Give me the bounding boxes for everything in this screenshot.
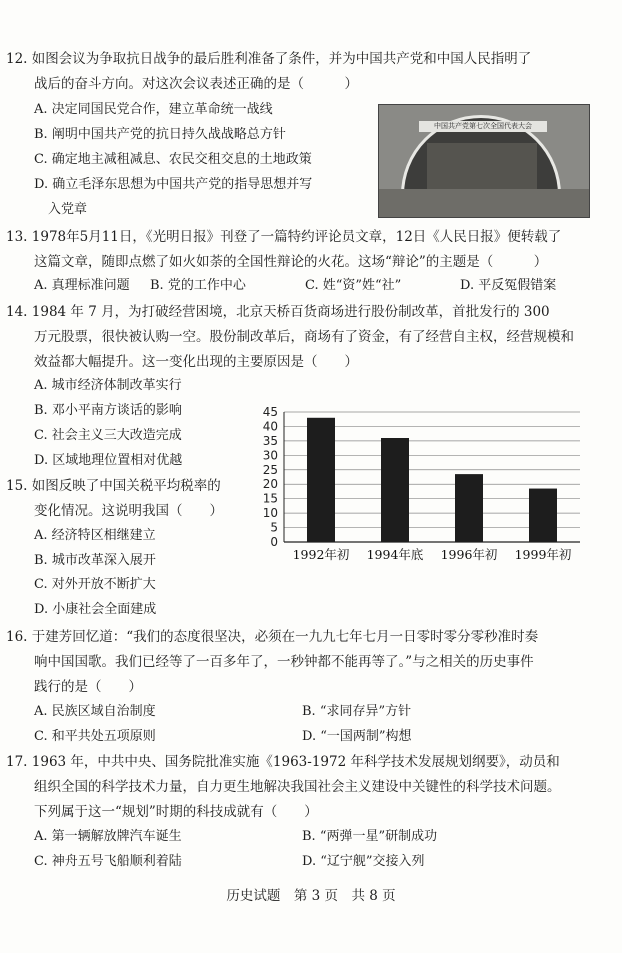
q14-option-d: D. 区域地理位置相对优越 — [34, 453, 183, 468]
q12-option-b: B. 阐明中国共产党的抗日持久战战略总方针 — [34, 127, 286, 142]
q12-option-a: A. 决定同国民党合作，建立革命统一战线 — [34, 102, 273, 117]
q17-option-b: B. “两弹一星”研制成功 — [302, 829, 438, 844]
q17-option-d: D. “辽宁舰”交接入列 — [302, 854, 425, 869]
q12-stem-line1: 12. 如图会议为争取抗日战争的最后胜利准备了条件，并为中国共产党和中国人民指明了 — [6, 51, 532, 67]
q12-meeting-photo — [378, 104, 590, 218]
q16-option-a: A. 民族区域自治制度 — [34, 704, 156, 719]
y-tick-label: 30 — [262, 448, 278, 463]
q17-option-a: A. 第一辆解放牌汽车诞生 — [34, 829, 182, 844]
q12-option-c: C. 确定地主减租减息、农民交租交息的土地政策 — [34, 152, 312, 167]
q16-option-c: C. 和平共处五项原则 — [34, 729, 156, 744]
q16-stem-line3: 践行的是（ ） — [34, 679, 142, 695]
q14-stem-line3: 效益都大幅提升。这一变化出现的主要原因是（ ） — [34, 354, 358, 370]
q17-option-c: C. 神舟五号飞船顺利着陆 — [34, 854, 182, 869]
y-tick-label: 45 — [262, 405, 278, 419]
q15-option-d: D. 小康社会全面建成 — [34, 602, 157, 617]
q13-option-d: D. 平反冤假错案 — [460, 278, 557, 293]
y-tick-label: 10 — [262, 506, 278, 521]
chart-y-ticks — [263, 405, 278, 549]
q16-option-d: D. “一国两制”构想 — [302, 729, 412, 744]
bar — [381, 438, 409, 542]
bar — [455, 474, 483, 542]
q13-stem-line2: 这篇文章，随即点燃了如火如荼的全国性辩论的火花。这场“辩论”的主题是（ ） — [34, 254, 548, 270]
q15-option-a: A. 经济特区相继建立 — [34, 528, 156, 543]
chart-bars — [307, 418, 557, 542]
y-tick-label: 5 — [270, 520, 278, 535]
q17-stem-line1: 17. 1963 年，中共中央、国务院批准实施《1963-1972 年科学技术发展规划纲要》，动员和 — [6, 754, 560, 770]
chart-x-ticks — [293, 547, 572, 562]
q12-option-d-cont: 入党章 — [48, 202, 88, 217]
q15-option-c: C. 对外开放不断扩大 — [34, 577, 156, 592]
page-footer: 历史试题 第 3 页 共 8 页 — [226, 888, 396, 904]
y-tick-label: 40 — [262, 419, 278, 434]
photo-stage — [427, 143, 537, 191]
photo-floor — [379, 189, 589, 217]
q14-option-b: B. 邓小平南方谈话的影响 — [34, 403, 182, 418]
y-tick-label: 35 — [262, 433, 278, 448]
q12-option-d: D. 确立毛泽东思想为中国共产党的指导思想并写 — [34, 177, 313, 192]
q16-stem-line1: 16. 于建芳回忆道：“我们的态度很坚决，必须在一九九七年七月一日零时零分零秒准时奏 — [6, 629, 539, 645]
y-tick-label: 20 — [262, 477, 278, 492]
x-tick-label: 1999年初 — [514, 547, 572, 562]
bar — [307, 418, 335, 542]
q16-stem-line2: 响中国国歌。我们已经等了一百多年了，一秒钟都不能再等了。”与之相关的历史事件 — [34, 654, 534, 670]
q13-option-b: B. 党的工作中心 — [150, 278, 246, 293]
q17-stem-line2: 组织全国的科学技术力量，自力更生地解决我国社会主义建设中关键性的科学技术问题。 — [34, 779, 561, 795]
y-tick-label: 0 — [270, 535, 278, 549]
x-tick-label: 1996年初 — [440, 547, 498, 562]
tariff-rate-bar-chart — [250, 404, 585, 566]
q13-option-a: A. 真理标准问题 — [34, 278, 130, 293]
q17-stem-line3: 下列属于这一“规划”时期的科技成就有（ ） — [34, 804, 318, 820]
q14-stem-line1: 14. 1984 年 7 月，为打破经营困境，北京天桥百货商场进行股份制改革，首批发行的 300 — [6, 304, 550, 320]
y-tick-label: 15 — [262, 491, 278, 506]
q14-stem-line2: 万元股票，很快被认购一空。股份制改革后，商场有了资金，有了经营自主权，经营规模和 — [34, 329, 574, 345]
q14-option-c: C. 社会主义三大改造完成 — [34, 428, 182, 443]
q15-option-b: B. 城市改革深入展开 — [34, 553, 156, 568]
x-tick-label: 1994年底 — [366, 547, 424, 562]
q16-option-b: B. “求同存异”方针 — [302, 704, 412, 719]
q14-option-a: A. 城市经济体制改革实行 — [34, 378, 182, 393]
q12-stem-line2: 战后的奋斗方向。对这次会议表述正确的是（ ） — [34, 76, 358, 92]
q13-option-c: C. 姓“资”姓“社” — [305, 278, 402, 293]
bar — [529, 489, 557, 542]
q15-stem-line1: 15. 如图反映了中国关税平均税率的 — [6, 478, 221, 494]
q15-stem-line2: 变化情况。这说明我国（ ） — [34, 503, 223, 519]
y-tick-label: 25 — [262, 462, 278, 477]
q13-stem-line1: 13. 1978年5月11日，《光明日报》刊登了一篇特约评论员文章，12日《人民日报》便转载了 — [6, 229, 562, 245]
photo-banner: 中国共产党第七次全国代表大会 — [419, 121, 547, 132]
x-tick-label: 1992年初 — [292, 547, 350, 562]
